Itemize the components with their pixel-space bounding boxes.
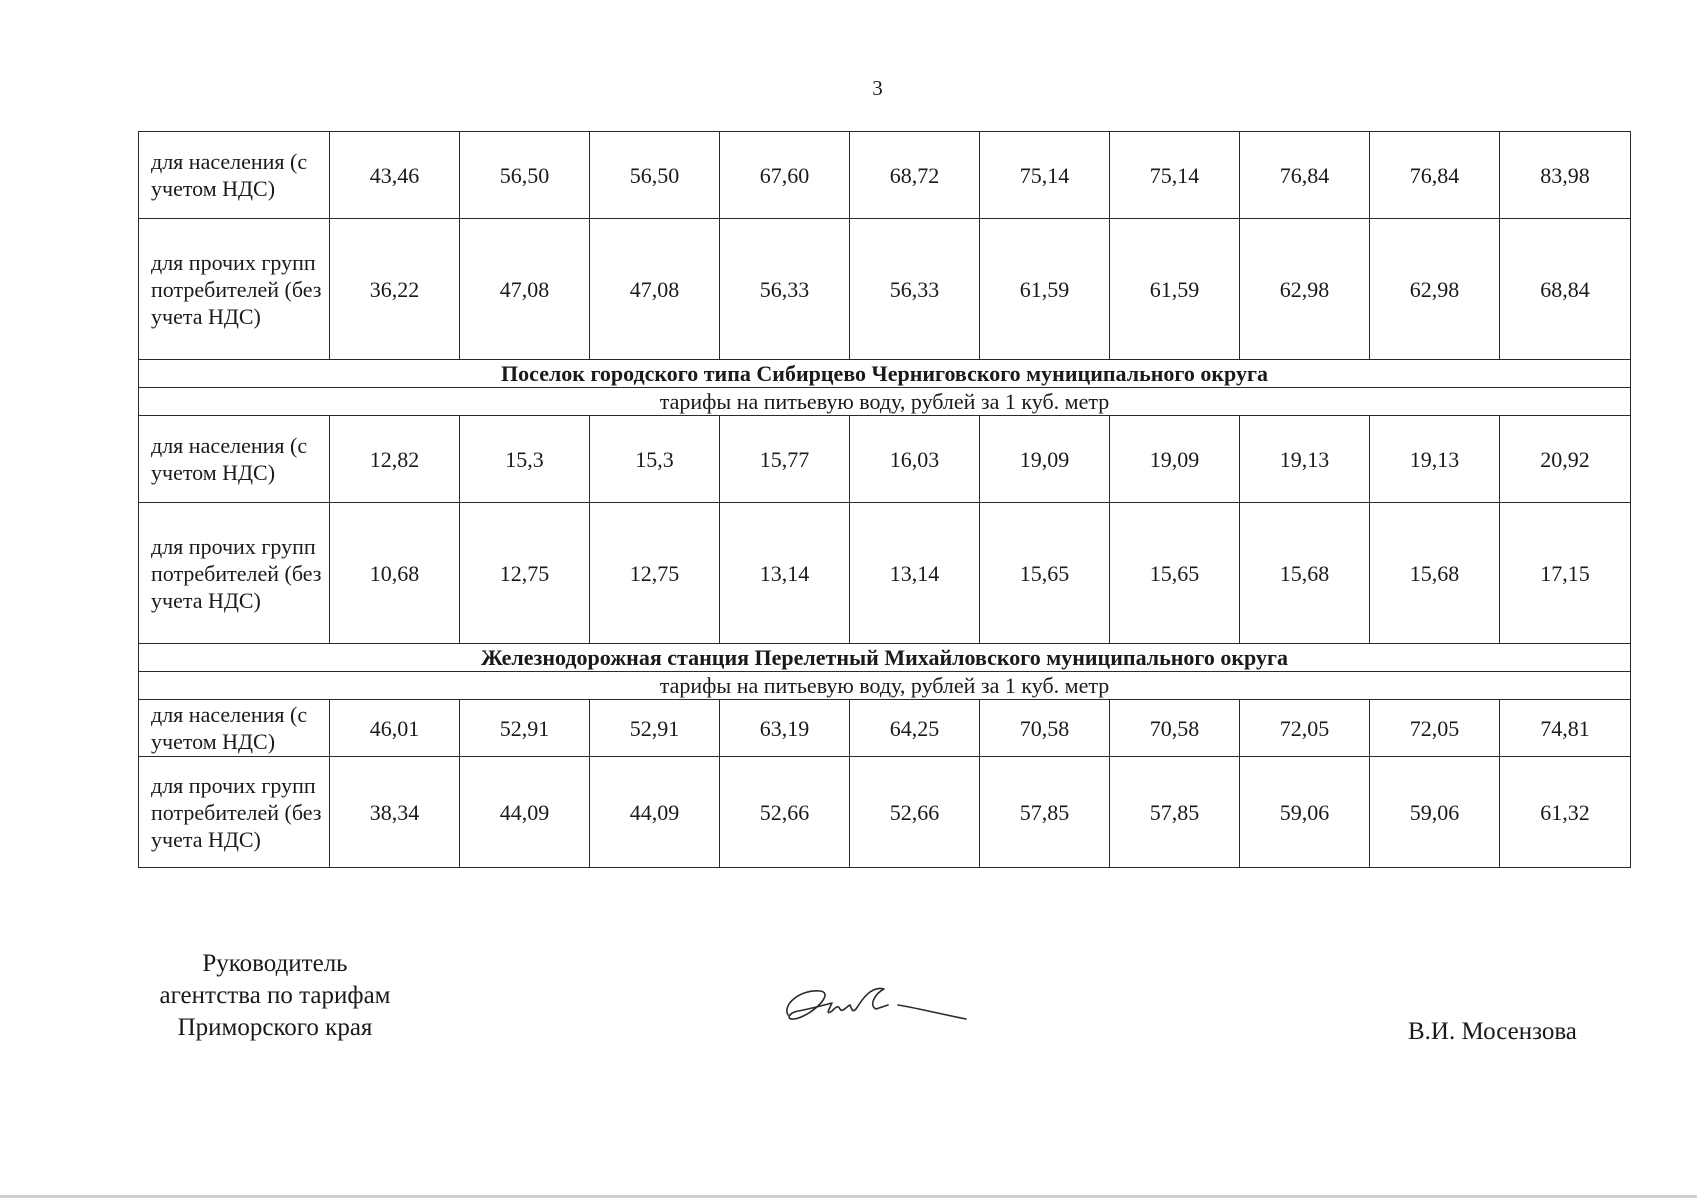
tariff-table	[138, 131, 1631, 868]
tariff-value: 15,65	[980, 503, 1110, 644]
tariff-value: 67,60	[720, 132, 850, 219]
tariff-value: 61,32	[1500, 757, 1631, 868]
table-row	[139, 757, 1631, 868]
section-title-row	[139, 360, 1631, 388]
handwritten-signature	[780, 975, 970, 1035]
tariff-value: 62,98	[1370, 219, 1500, 360]
tariff-value: 83,98	[1500, 132, 1631, 219]
tariff-value: 15,3	[590, 416, 720, 503]
tariff-value: 74,81	[1500, 700, 1631, 757]
tariff-value: 20,92	[1500, 416, 1631, 503]
tariff-value: 19,13	[1240, 416, 1370, 503]
tariff-value: 16,03	[850, 416, 980, 503]
tariff-value: 63,19	[720, 700, 850, 757]
tariff-value: 61,59	[1110, 219, 1240, 360]
tariff-value: 68,84	[1500, 219, 1631, 360]
tariff-value: 12,75	[460, 503, 590, 644]
tariff-value: 12,82	[330, 416, 460, 503]
tariff-value: 43,46	[330, 132, 460, 219]
section-subtitle: тарифы на питьевую воду, рублей за 1 куб. метр	[139, 672, 1631, 700]
tariff-value: 57,85	[1110, 757, 1240, 868]
tariff-value: 13,14	[720, 503, 850, 644]
tariff-value: 72,05	[1370, 700, 1500, 757]
page-number: 3	[872, 76, 883, 100]
tariff-value: 75,14	[980, 132, 1110, 219]
row-label: для населения (с учетом НДС)	[139, 416, 330, 503]
tariff-value: 12,75	[590, 503, 720, 644]
signatory-name: В.И. Мосензова	[1408, 1018, 1577, 1045]
row-label: для населения (с учетом НДС)	[139, 700, 330, 757]
tariff-value: 52,91	[590, 700, 720, 757]
section-title: Поселок городского типа Сибирцево Черниговского муниципального округа	[139, 360, 1631, 388]
tariff-value: 57,85	[980, 757, 1110, 868]
table-row	[139, 700, 1631, 757]
tariff-value: 56,33	[720, 219, 850, 360]
scan-edge-line	[0, 1195, 1697, 1198]
tariff-value: 19,13	[1370, 416, 1500, 503]
tariff-value: 13,14	[850, 503, 980, 644]
section-title: Железнодорожная станция Перелетный Михайловского муниципального округа	[139, 644, 1631, 672]
tariff-value: 46,01	[330, 700, 460, 757]
tariff-value: 17,15	[1500, 503, 1631, 644]
tariff-value: 36,22	[330, 219, 460, 360]
row-label: для прочих групп потребителей (без учета НДС)	[139, 219, 330, 360]
tariff-value: 15,77	[720, 416, 850, 503]
tariff-value: 19,09	[980, 416, 1110, 503]
tariff-value: 19,09	[1110, 416, 1240, 503]
tariff-value: 62,98	[1240, 219, 1370, 360]
tariff-value: 15,68	[1240, 503, 1370, 644]
tariff-value: 44,09	[460, 757, 590, 868]
tariff-value: 52,91	[460, 700, 590, 757]
row-label: для прочих групп потребителей (без учета НДС)	[139, 503, 330, 644]
tariff-value: 52,66	[850, 757, 980, 868]
tariff-value: 47,08	[590, 219, 720, 360]
tariff-value: 76,84	[1370, 132, 1500, 219]
row-label: для прочих групп потребителей (без учета НДС)	[139, 757, 330, 868]
signatory-position-line: Руководитель	[202, 950, 348, 977]
signatory-position-line: агентства по тарифам	[159, 982, 391, 1009]
tariff-value: 72,05	[1240, 700, 1370, 757]
tariff-value: 10,68	[330, 503, 460, 644]
table-row	[139, 503, 1631, 644]
tariff-value: 76,84	[1240, 132, 1370, 219]
section-title-row	[139, 644, 1631, 672]
tariff-value: 15,3	[460, 416, 590, 503]
tariff-value: 15,68	[1370, 503, 1500, 644]
tariff-value: 64,25	[850, 700, 980, 757]
tariff-value: 52,66	[720, 757, 850, 868]
tariff-value: 68,72	[850, 132, 980, 219]
table-row	[139, 219, 1631, 360]
tariff-value: 47,08	[460, 219, 590, 360]
tariff-value: 59,06	[1370, 757, 1500, 868]
section-subtitle: тарифы на питьевую воду, рублей за 1 куб. метр	[139, 388, 1631, 416]
tariff-value: 44,09	[590, 757, 720, 868]
tariff-value: 56,50	[460, 132, 590, 219]
section-subtitle-row	[139, 388, 1631, 416]
tariff-value: 15,65	[1110, 503, 1240, 644]
table-row	[139, 416, 1631, 503]
row-label: для населения (с учетом НДС)	[139, 132, 330, 219]
tariff-value: 61,59	[980, 219, 1110, 360]
table-row	[139, 132, 1631, 219]
signatory-position	[130, 948, 420, 1044]
tariff-value: 75,14	[1110, 132, 1240, 219]
tariff-value: 70,58	[980, 700, 1110, 757]
tariff-value: 38,34	[330, 757, 460, 868]
section-subtitle-row	[139, 672, 1631, 700]
tariff-value: 56,33	[850, 219, 980, 360]
tariff-value: 59,06	[1240, 757, 1370, 868]
tariff-value: 56,50	[590, 132, 720, 219]
signatory-position-line: Приморского края	[177, 1014, 373, 1041]
tariff-value: 70,58	[1110, 700, 1240, 757]
